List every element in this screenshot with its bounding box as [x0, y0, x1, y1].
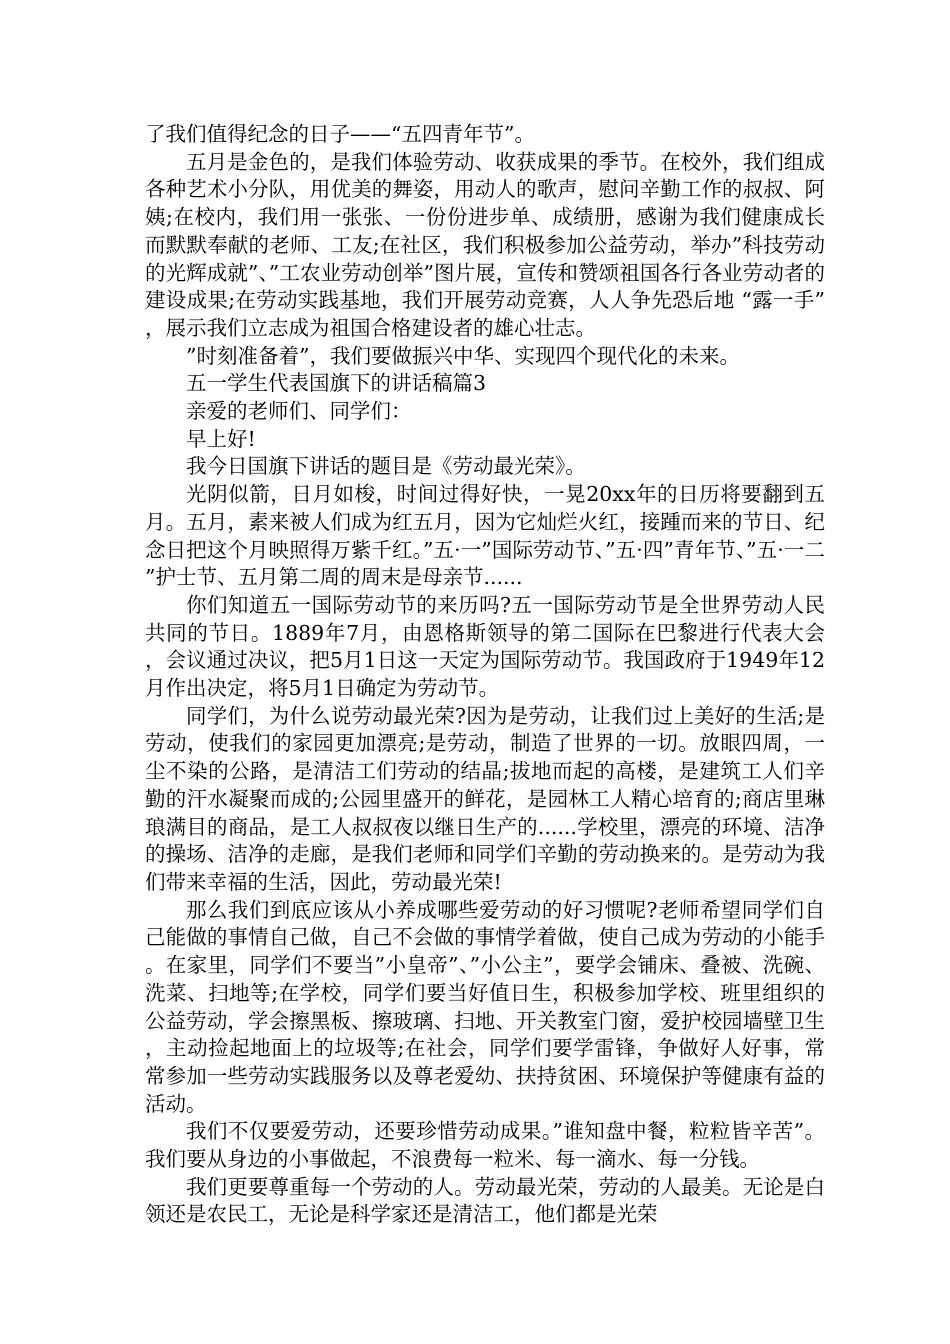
paragraph: 我们更要尊重每一个劳动的人。劳动最光荣，劳动的人最美。无论是白领还是农民工，无论是科学家还是清洁工，他们都是光荣 [145, 1174, 825, 1227]
paragraph: 五月是金色的，是我们体验劳动、收获成果的季节。在校外，我们组成各种艺术小分队，用优美的舞姿，用动人的歌声，慰问辛勤工作的叔叔、阿姨;在校内，我们用一张张、一份份进步单、成绩册，感谢为我们健康成长而默默奉献的老师、工友;在社区，我们积极参加公益劳动，举办”科技劳动的光辉成就”、”工农业劳动创举”图片展，宣传和赞颂祖国各行各业劳动者的建设成果;在劳动实践基地，我们开展劳动竞赛，人人争先恐后地 “露一手”，展示我们立志成为祖国合格建设者的雄心壮志。 [145, 149, 825, 340]
paragraph: 了我们值得纪念的日子——“五四青年节”。 [145, 122, 535, 146]
paragraph: 我今日国旗下讲话的题目是《劳动最光荣》。 [186, 454, 586, 479]
paragraph: 同学们，为什么说劳动最光荣?因为是劳动，让我们过上美好的生活;是劳动，使我们的家园更加漂亮;是劳动，制造了世界的一切。放眼四周，一尘不染的公路，是清洁工们劳动的结晶;拔地而起的高楼，是建筑工人们辛勤的汗水凝聚而成的;公园里盛开的鲜花，是园林工人精心培育的;商店里琳琅满目的商品，是工人叔叔夜以继日生产的......学校里，漂亮的环境、洁净的操场、洁净的走廊，是我们老师和同学们辛勤的劳动换来的。是劳动为我们带来幸福的生活，因此，劳动最光荣! [145, 703, 825, 894]
paragraph: ”时刻准备着”，我们要做振兴中华、实现四个现代化的未来。 [186, 343, 740, 368]
document-body [145, 121, 825, 1229]
section-heading: 五一学生代表国旗下的讲话稿篇3 [186, 371, 487, 396]
paragraph: 那么我们到底应该从小养成哪些爱劳动的好习惯呢?老师希望同学们自己能做的事情自己做，自己不会做的事情学着做，使自己成为劳动的小能手。在家里，同学们不要当”小皇帝”、”小公主”，要学会铺床、叠被、洗碗、洗菜、扫地等;在学校，同学们要当好值日生，积极参加学校、班里组织的公益劳动，学会擦黑板、擦玻璃、扫地、开关教室门窗，爱护校园墙壁卫生，主动捡起地面上的垃圾等;在社会，同学们要学雷锋，争做好人好事，常常参加一些劳动实践服务以及尊老爱幼、扶持贫困、环境保护等健康有益的活动。 [145, 897, 825, 1116]
paragraph: 我们不仅要爱劳动，还要珍惜劳动成果。”谁知盘中餐，粒粒皆辛苦”。我们要从身边的小事做起，不浪费每一粒米、每一滴水、每一分钱。 [145, 1119, 825, 1172]
salutation: 亲爱的老师们、同学们： [186, 399, 412, 424]
greeting: 早上好! [186, 426, 256, 451]
paragraph: 你们知道五一国际劳动节的来历吗?五一国际劳动节是全世界劳动人民共同的节日。1889年7月，由恩格斯领导的第二国际在巴黎进行代表大会，会议通过决议，把5月1日这一天定为国际劳动节。我国政府于1949年12月作出决定，将5月1日确定为劳动节。 [145, 592, 825, 701]
paragraph: 光阴似箭，日月如梭，时间过得好快，一晃20xx年的日历将要翻到五月。五月，素来被人们成为红五月，因为它灿烂火红，接踵而来的节日、纪念日把这个月映照得万紫千红。”五·一”国际劳动节、”五·四”青年节、”五·一二”护士节、五月第二周的周末是母亲节...... [145, 482, 825, 590]
